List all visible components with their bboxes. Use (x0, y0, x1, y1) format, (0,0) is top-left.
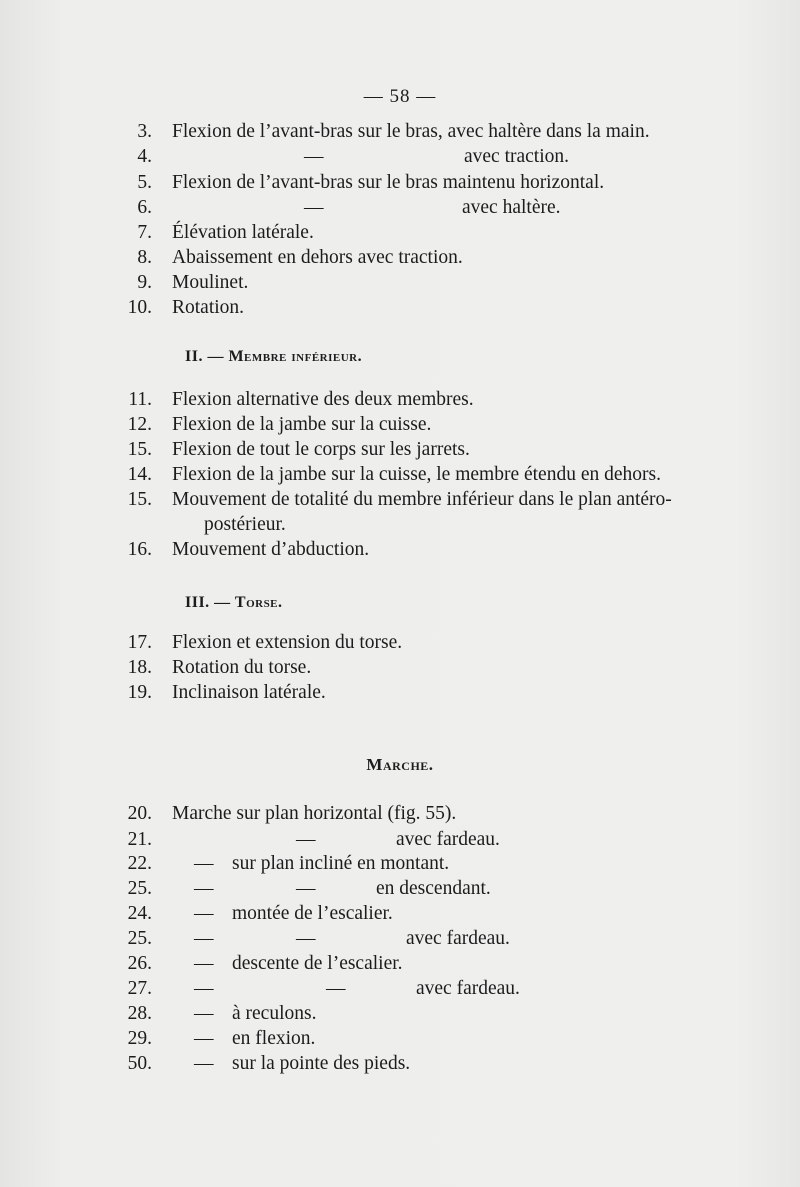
item-number: 24. (127, 903, 152, 924)
item-text: avec fardeau. (406, 928, 510, 949)
item-text: Flexion de tout le corps sur les jarrets. (172, 439, 470, 460)
item-number: 28. (127, 1003, 152, 1024)
item-number: 25. (127, 878, 152, 899)
item-text: sur la pointe des pieds. (232, 1053, 411, 1074)
ditto-dash: — (304, 146, 324, 167)
item-number: 10. (127, 297, 152, 318)
ditto-dash: — (326, 978, 346, 999)
page-number: — 58 — (363, 86, 437, 107)
item-number: 27. (127, 978, 152, 999)
item-number: 21. (127, 829, 152, 850)
item-text: Moulinet. (172, 272, 249, 293)
ditto-dash: — (296, 878, 316, 899)
item-number: 17. (127, 632, 152, 653)
item-text: avec fardeau. (396, 829, 500, 850)
item-text: Rotation du torse. (172, 657, 312, 678)
item-number: 16. (127, 539, 152, 560)
item-text: avec haltère. (462, 197, 561, 218)
item-text: Flexion de la jambe sur la cuisse. (172, 414, 432, 435)
item-text: Flexion alternative des deux membres. (172, 389, 474, 410)
item-number: 11. (128, 389, 152, 410)
ditto-dash: — (304, 197, 324, 218)
ditto-dash: — (194, 1003, 214, 1024)
item-text: Abaissement en dehors avec traction. (172, 247, 463, 268)
ditto-dash: — (194, 1053, 214, 1074)
item-number: 7. (137, 222, 152, 243)
item-text: Flexion de l’avant-bras sur le bras, avec haltère dans la main. (172, 121, 650, 142)
item-text: avec fardeau. (416, 978, 520, 999)
item-number: 50. (127, 1053, 152, 1074)
item-text: descente de l’escalier. (232, 953, 403, 974)
item-text: en descendant. (376, 878, 491, 899)
item-number: 3. (137, 121, 152, 142)
item-text: sur plan incliné en montant. (232, 853, 450, 874)
item-number: 22. (127, 853, 152, 874)
section-heading: III. — Torse. (185, 594, 283, 611)
item-text: avec traction. (464, 146, 570, 167)
item-number: 9. (137, 272, 152, 293)
item-number: 6. (137, 197, 152, 218)
item-number: 15. (127, 439, 152, 460)
item-text: postérieur. (204, 514, 286, 535)
item-number: 5. (137, 172, 152, 193)
item-number: 12. (127, 414, 152, 435)
ditto-dash: — (194, 953, 214, 974)
item-text: à reculons. (232, 1003, 317, 1024)
item-text: Élévation latérale. (172, 222, 314, 243)
ditto-dash: — (194, 1028, 214, 1049)
ditto-dash: — (194, 853, 214, 874)
item-number: 15. (127, 489, 152, 510)
item-text: Rotation. (172, 297, 245, 318)
item-text: Flexion de la jambe sur la cuisse, le membre étendu en dehors. (172, 464, 661, 485)
ditto-dash: — (194, 903, 214, 924)
item-text: Mouvement d’abduction. (172, 539, 370, 560)
section-heading: II. — Membre inférieur. (185, 348, 363, 365)
item-number: 19. (127, 682, 152, 703)
item-number: 8. (137, 247, 152, 268)
section-heading: Marche. (366, 755, 434, 774)
item-number: 4. (137, 146, 152, 167)
ditto-dash: — (194, 928, 214, 949)
ditto-dash: — (296, 928, 316, 949)
item-text: montée de l’escalier. (232, 903, 393, 924)
item-text: Mouvement de totalité du membre inférieur dans le plan antéro- (172, 489, 672, 510)
item-text: Marche sur plan horizontal (fig. 55). (172, 803, 457, 824)
item-text: Flexion de l’avant-bras sur le bras maintenu horizontal. (172, 172, 605, 193)
item-text: Inclinaison latérale. (172, 682, 326, 703)
item-number: 18. (127, 657, 152, 678)
item-number: 25. (127, 928, 152, 949)
item-text: en flexion. (232, 1028, 316, 1049)
item-number: 29. (127, 1028, 152, 1049)
item-number: 14. (127, 464, 152, 485)
ditto-dash: — (296, 829, 316, 850)
item-text: Flexion et extension du torse. (172, 632, 403, 653)
item-number: 26. (127, 953, 152, 974)
item-number: 20. (127, 803, 152, 824)
ditto-dash: — (194, 878, 214, 899)
ditto-dash: — (194, 978, 214, 999)
